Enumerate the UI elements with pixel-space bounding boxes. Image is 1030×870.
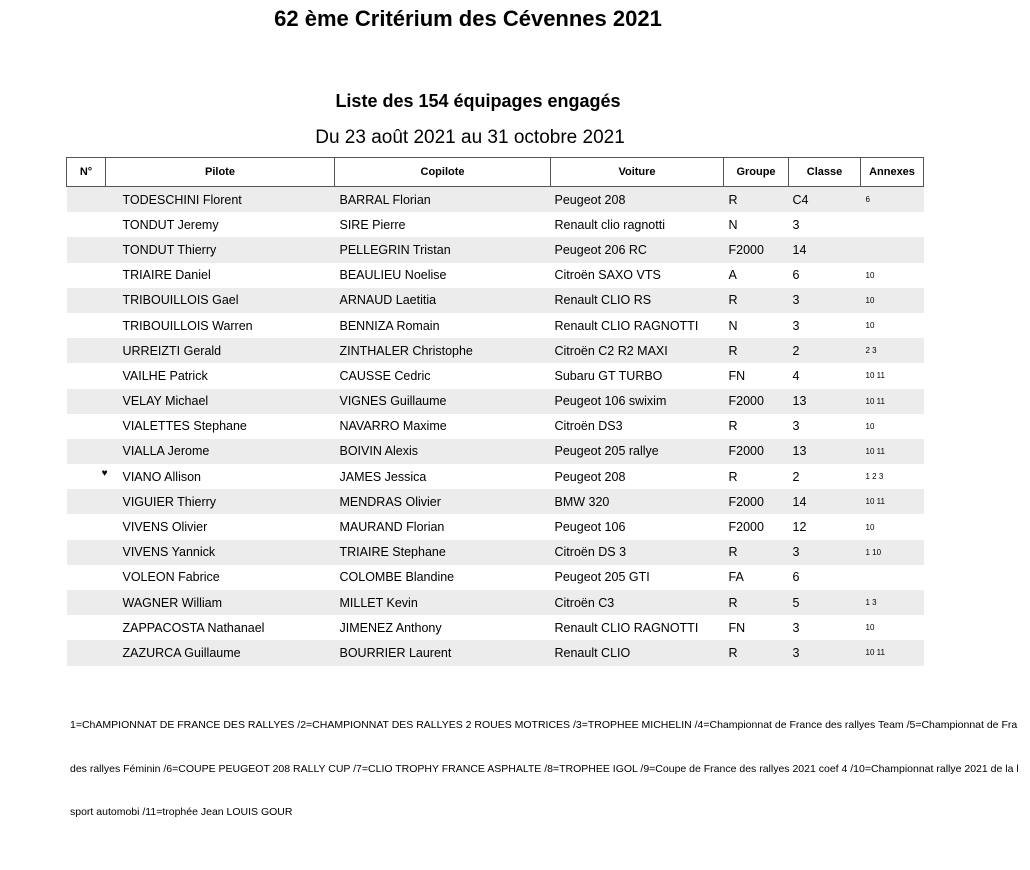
pilote-cell: TONDUT Thierry [106, 237, 335, 262]
classe-cell: 3 [789, 640, 861, 665]
classe-cell: 3 [789, 540, 861, 565]
classe-cell: 3 [789, 288, 861, 313]
copilote-cell: MAURAND Florian [339, 520, 445, 535]
column-header-num: N° [67, 158, 106, 187]
voiture-cell: Citroën SAXO VTS [554, 268, 661, 283]
table-row [67, 313, 924, 338]
annexes-cell: 10 [865, 623, 875, 633]
table-row [67, 489, 924, 514]
voiture-cell: Peugeot 208 [551, 187, 724, 213]
annexes-cell: 1 3 [861, 590, 924, 615]
copilote-cell: MILLET Kevin [335, 590, 551, 615]
table-row [67, 414, 924, 439]
page-subtitle: Liste des 154 équipages engagés [335, 91, 621, 111]
annexes-cell: 1 10 [861, 540, 924, 565]
pilote-cell: TODESCHINI Florent [106, 187, 335, 213]
legend-line: 1=ChAMPIONNAT DE FRANCE DES RALLYES /2=CHAMPIONNAT DES RALLYES 2 ROUES MOTRICES /3=TROPHEE MICHELIN /4=Championnat de France des rallyes Team /5=Championnat de Fra [70, 719, 1018, 731]
classe-cell: 12 [792, 520, 807, 535]
voiture-cell: Peugeot 205 rallye [551, 439, 724, 464]
pilote-cell: VELAY Michael [106, 389, 335, 414]
voiture-cell: Subaru GT TURBO [554, 368, 663, 383]
table-row [67, 540, 924, 565]
classe-cell: 14 [789, 237, 861, 262]
copilote-cell: PELLEGRIN Tristan [335, 237, 551, 262]
groupe-cell: F2000 [724, 237, 789, 262]
annexes-cell [861, 212, 924, 237]
groupe-cell: F2000 [728, 520, 764, 535]
row-number-cell [67, 540, 106, 565]
table-row [67, 212, 924, 237]
row-number-cell [67, 489, 106, 514]
row-number-cell [67, 439, 106, 464]
pilote-cell: VIVENS Olivier [122, 520, 208, 535]
copilote-cell: BOURRIER Laurent [335, 640, 551, 665]
classe-cell: C4 [789, 187, 861, 213]
copilote-cell: JAMES Jessica [339, 469, 427, 484]
table-row [67, 237, 924, 262]
table-row [67, 187, 924, 213]
copilote-cell: BEAULIEU Noelise [339, 268, 447, 283]
voiture-cell: Peugeot 106 swixim [551, 389, 724, 414]
pilote-cell: VIALLA Jerome [106, 439, 335, 464]
pilote-cell: ZAZURCA Guillaume [106, 640, 335, 665]
copilote-cell: CAUSSE Cedric [339, 368, 431, 383]
column-header-pilote: Pilote [106, 158, 335, 187]
voiture-cell: Peugeot 206 RC [551, 237, 724, 262]
copilote-cell: MENDRAS Olivier [335, 489, 551, 514]
column-header-annexes: Annexes [861, 158, 924, 187]
table-row [67, 640, 924, 665]
pilote-cell: VAILHE Patrick [122, 368, 208, 383]
copilote-cell: VIGNES Guillaume [335, 389, 551, 414]
classe-cell: 6 [792, 268, 800, 283]
annexes-cell: 10 11 [861, 489, 924, 514]
row-number-cell [67, 212, 106, 237]
row-number-cell [67, 263, 106, 288]
row-number-cell [67, 313, 106, 338]
classe-cell: 4 [792, 368, 800, 383]
copilote-cell: SIRE Pierre [339, 217, 406, 232]
annexes-cell: 2 3 [861, 338, 924, 363]
classe-cell: 2 [792, 469, 800, 484]
groupe-cell: F2000 [724, 439, 789, 464]
pilote-cell: VIALETTES Stephane [122, 419, 247, 434]
column-header-classe: Classe [789, 158, 861, 187]
annexes-cell: 10 11 [865, 371, 885, 381]
column-header-copilote: Copilote [335, 158, 551, 187]
classe-cell: 6 [792, 570, 800, 585]
annexes-cell [861, 237, 924, 262]
row-number-cell [67, 640, 106, 665]
annexes-cell: 10 [865, 522, 875, 532]
entries-table [66, 157, 924, 666]
classe-cell: 5 [789, 590, 861, 615]
table-row [67, 439, 924, 464]
pilote-cell: TONDUT Jeremy [122, 217, 219, 232]
classe-cell: 13 [789, 389, 861, 414]
classe-cell: 3 [792, 318, 800, 333]
groupe-cell: FA [728, 570, 744, 585]
table-row [67, 565, 924, 590]
voiture-cell: BMW 320 [551, 489, 724, 514]
table-row [67, 263, 924, 288]
row-number-cell [67, 615, 106, 640]
groupe-cell: R [728, 419, 738, 434]
legend-line: sport automobi /11=trophée Jean LOUIS GOUR [70, 806, 293, 818]
row-number-cell [67, 590, 106, 615]
pilote-cell: TRIAIRE Daniel [122, 268, 211, 283]
pilote-cell: URREIZTI Gerald [106, 338, 335, 363]
copilote-cell: NAVARRO Maxime [339, 419, 447, 434]
table-row [67, 288, 924, 313]
pilote-cell: VIANO Allison [122, 469, 202, 484]
heart-icon: ♥ [101, 468, 108, 480]
copilote-cell: BENNIZA Romain [339, 318, 440, 333]
voiture-cell: Citroën C2 R2 MAXI [551, 338, 724, 363]
pilote-cell: VIGUIER Thierry [106, 489, 335, 514]
table-header-row [67, 158, 924, 187]
groupe-cell: R [724, 338, 789, 363]
copilote-cell: BOIVIN Alexis [335, 439, 551, 464]
table-row [67, 338, 924, 363]
copilote-cell: BARRAL Florian [335, 187, 551, 213]
groupe-cell: R [724, 187, 789, 213]
row-number-cell [67, 288, 106, 313]
annexes-cell: 10 [865, 321, 875, 331]
date-range: Du 23 août 2021 au 31 octobre 2021 [315, 127, 625, 148]
pilote-cell: WAGNER William [106, 590, 335, 615]
groupe-cell: N [728, 318, 738, 333]
annexes-cell [861, 565, 924, 590]
table-row [67, 514, 924, 539]
classe-cell: 3 [792, 419, 800, 434]
legend-line: des rallyes Féminin /6=COUPE PEUGEOT 208 RALLY CUP /7=CLIO TROPHY FRANCE ASPHALTE /8=TROPHEE IGOL /9=Coupe de France des rallyes 2021 coef 4 /10=Championnat rallye 2021 de la l [70, 762, 1019, 775]
voiture-cell: Renault CLIO RS [551, 288, 724, 313]
voiture-cell: Renault CLIO RAGNOTTI [554, 318, 699, 333]
annexes-cell: 10 [861, 288, 924, 313]
row-number-cell [67, 514, 106, 539]
row-number-cell [67, 237, 106, 262]
voiture-cell: Renault clio ragnotti [554, 217, 665, 232]
groupe-cell: F2000 [724, 489, 789, 514]
annexes-cell: 10 [865, 421, 875, 431]
pilote-cell: TRIBOUILLOIS Warren [122, 318, 253, 333]
copilote-cell: COLOMBE Blandine [339, 570, 455, 585]
groupe-cell: R [724, 288, 789, 313]
table-row [67, 464, 924, 489]
copilote-cell: ZINTHALER Christophe [335, 338, 551, 363]
groupe-cell: A [728, 268, 737, 283]
groupe-cell: R [724, 540, 789, 565]
voiture-cell: Peugeot 205 GTI [554, 570, 650, 585]
row-number-cell [67, 565, 106, 590]
voiture-cell: Citroën DS 3 [551, 540, 724, 565]
voiture-cell: Citroën DS3 [554, 419, 623, 434]
groupe-cell: R [724, 590, 789, 615]
classe-cell: 13 [789, 439, 861, 464]
groupe-cell: F2000 [724, 389, 789, 414]
classe-cell: 14 [789, 489, 861, 514]
groupe-cell: N [728, 217, 738, 232]
copilote-cell: JIMENEZ Anthony [339, 620, 442, 635]
voiture-cell: Citroën C3 [551, 590, 724, 615]
table-row [67, 363, 924, 388]
groupe-cell: R [724, 640, 789, 665]
table-row [67, 590, 924, 615]
annexes-cell: 10 11 [861, 640, 924, 665]
table-row [67, 615, 924, 640]
page-title: 62 ème Critérium des Cévennes 2021 [274, 6, 662, 31]
row-number-cell [67, 187, 106, 213]
row-number-cell [67, 464, 106, 489]
annexes-cell: 10 [865, 270, 875, 280]
annexes-cell: 10 11 [861, 389, 924, 414]
groupe-cell: FN [728, 620, 746, 635]
voiture-cell: Peugeot 208 [554, 469, 626, 484]
voiture-cell: Renault CLIO RAGNOTTI [554, 620, 699, 635]
voiture-cell: Peugeot 106 [554, 520, 626, 535]
pilote-cell: TRIBOUILLOIS Gael [106, 288, 335, 313]
annexes-cell: 1 2 3 [865, 472, 884, 482]
classe-cell: 2 [789, 338, 861, 363]
copilote-cell: TRIAIRE Stephane [335, 540, 551, 565]
classe-cell: 3 [792, 620, 800, 635]
annexes-cell: 6 [861, 187, 924, 213]
table-body [67, 187, 924, 666]
row-number-cell [67, 389, 106, 414]
row-number-cell [67, 338, 106, 363]
copilote-cell: ARNAUD Laetitia [335, 288, 551, 313]
pilote-cell: VOLEON Fabrice [122, 570, 220, 585]
annexes-legend [70, 689, 1030, 834]
annexes-cell: 10 11 [861, 439, 924, 464]
pilote-cell: ZAPPACOSTA Nathanael [122, 620, 265, 635]
groupe-cell: FN [728, 368, 746, 383]
classe-cell: 3 [792, 217, 800, 232]
column-header-groupe: Groupe [724, 158, 789, 187]
table-row [67, 389, 924, 414]
pilote-cell: VIVENS Yannick [106, 540, 335, 565]
voiture-cell: Renault CLIO [551, 640, 724, 665]
row-number-cell [67, 414, 106, 439]
groupe-cell: R [728, 469, 738, 484]
row-number-cell [67, 363, 106, 388]
column-header-voiture: Voiture [551, 158, 724, 187]
